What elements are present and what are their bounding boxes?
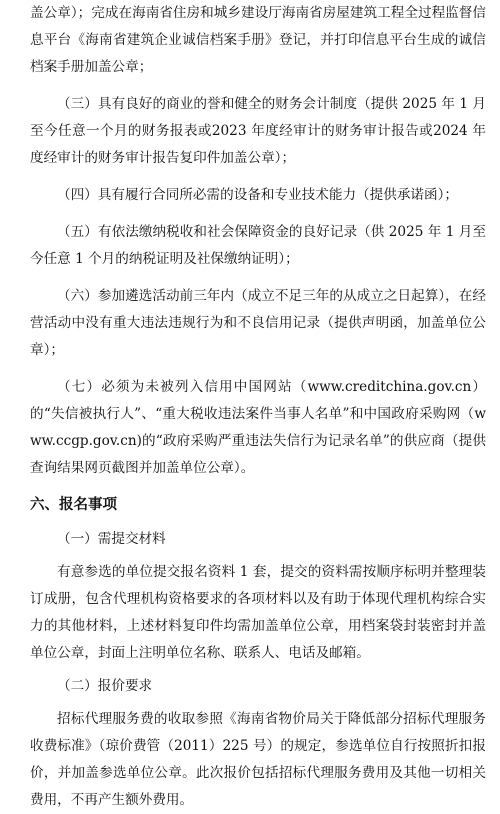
spacer (30, 209, 486, 219)
paragraph-item-7: （七）必须为未被列入信用中国网站（www.creditchina.gov.cn）的“失信被执行人”、“重大税收违法案件当事人名单”和中国政府采购网（www.ccgp.gov.cn)的“政府采购严重违法失信行为记录名单”的供应商（提供查询结果网页截图并加盖单位公章）。 (30, 379, 486, 476)
paragraph-item-3: （三）具有良好的商业的誉和健全的财务会计制度（提供 2025 年 1 月至今任意一个月的财务报表或2023 年度经审计的财务审计报告或2024 年度经审计的财务审计报告复印件加盖公章）； (30, 96, 486, 166)
paragraph-item-6: （六）参加遴选活动前三年内（成立不足三年的从成立之日起算），在经营活动中没有重大违法违规行为和不良信用记录（提供声明函，加盖单位公章）； (30, 288, 486, 358)
paragraph-item-5: （五）有依法缴纳税收和社会保障资金的良好记录（供 2025 年 1 月至今任意 1 个月的纳税证明及社保缴纳证明）； (30, 224, 486, 267)
paragraph-continuation: 盖公章）；完成在海南省住房和城乡建设厅海南省房屋建筑工程全过程监督信息平台《海南省建筑企业诚信档案手册》登记，并打印信息平台生成的诚信档案手册加盖公章； (30, 5, 486, 75)
paragraph-materials: 有意参选的单位提交报名资料 1 套，提交的资料需按顺序标明并整理装订成册，包含代理机构资格要求的各项材料以及有助于体现代理机构综合实力的其他材料，上述材料复印件均需加盖单位公章，用档案袋封装密封并盖单位公章，封面上注明单位名称、联系人、电话及邮箱。 (30, 564, 486, 661)
paragraph-pricing: 招标代理服务费的收取参照《海南省物价局关于降低部分招标代理服务收费标准》（琼价费管（2011）225 号）的规定，参选单位自行按照折扣报价，并加盖参选单位公章。此次报价包括招标代理服务费用及其他一切相关费用，不再产生额外费用。 (30, 711, 486, 808)
spacer (30, 273, 486, 283)
spacer (30, 81, 486, 91)
spacer (30, 364, 486, 374)
spacer (30, 172, 486, 182)
subsection-title-materials: （一）需提交材料 (57, 531, 166, 547)
subsection-title-pricing: （二）报价要求 (57, 678, 153, 694)
section-heading-registration: 六、报名事项 (30, 497, 117, 513)
paragraph-item-4: （四）具有履行合同所必需的设备和专业技术能力（提供承诺函）； (57, 187, 459, 203)
